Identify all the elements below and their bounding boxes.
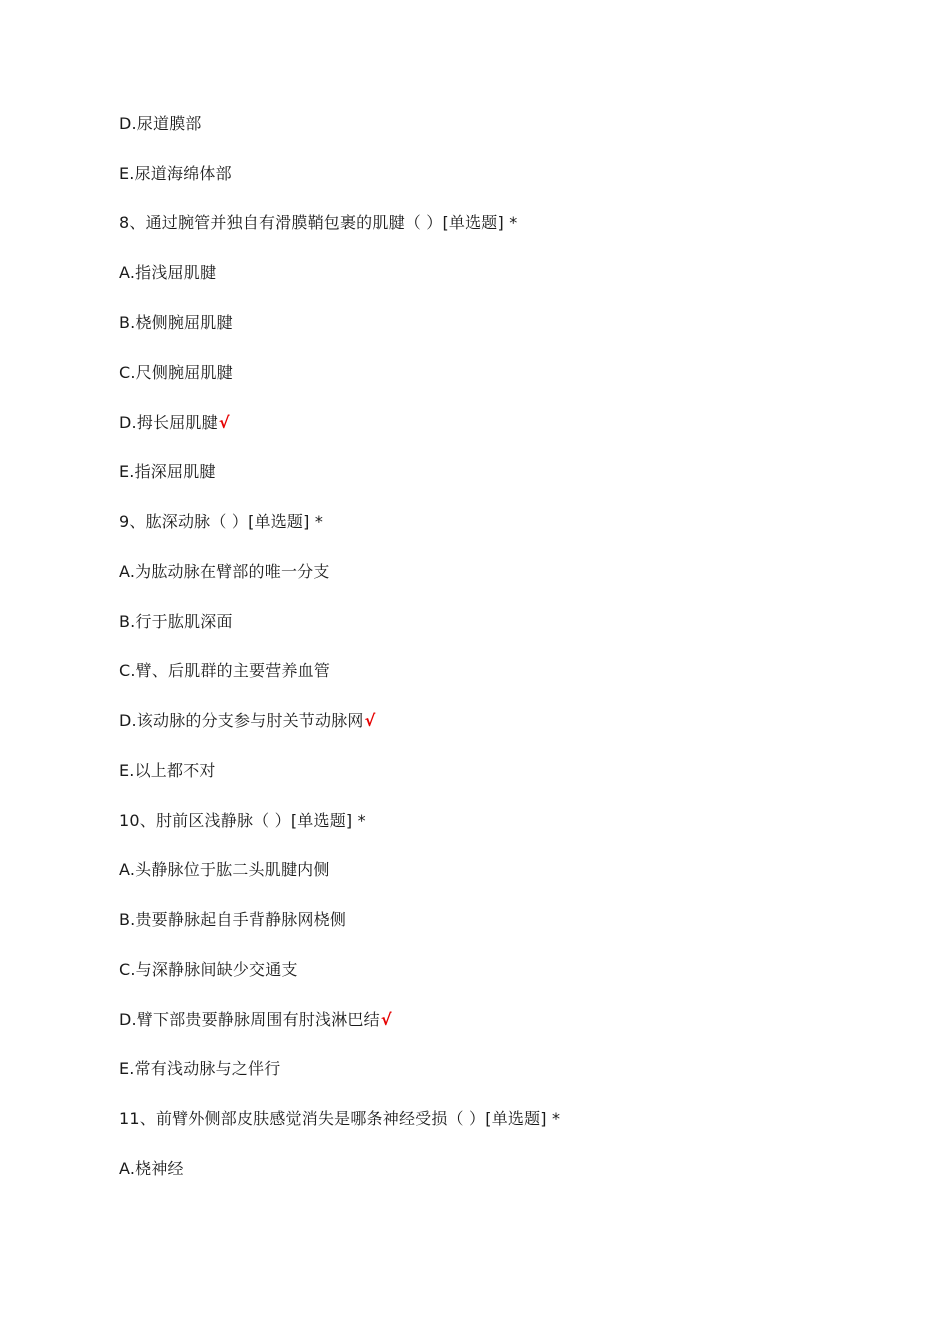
line-text: A.头静脉位于肱二头肌腱内侧 [119, 860, 330, 879]
option-a [119, 262, 216, 284]
line-text: E.以上都不对 [119, 761, 216, 780]
line-text: B.贵要静脉起自手背静脉网桡侧 [119, 910, 347, 929]
line-text: B.行于肱肌深面 [119, 612, 233, 631]
option-e [119, 163, 232, 185]
option-e [119, 1058, 280, 1080]
line-text: E.尿道海绵体部 [119, 164, 232, 183]
option-e [119, 461, 216, 483]
line-text: D.拇长屈肌腱 [119, 413, 218, 432]
question-9 [119, 511, 323, 533]
option-b [119, 611, 233, 633]
option-b [119, 312, 233, 334]
line-text: C.与深静脉间缺少交通支 [119, 960, 298, 979]
option-d [119, 710, 375, 732]
option-c [119, 362, 233, 384]
option-c [119, 660, 330, 682]
line-text: A.桡神经 [119, 1159, 184, 1178]
check-mark-icon: √ [218, 413, 230, 432]
line-text: A.为肱动脉在臂部的唯一分支 [119, 562, 330, 581]
question-11 [119, 1108, 560, 1130]
option-e [119, 760, 216, 782]
option-c [119, 959, 298, 981]
question-text: 9、肱深动脉（ ）[单选题] * [119, 512, 324, 531]
option-d [119, 1009, 392, 1031]
question-10 [119, 810, 366, 832]
line-text: D.尿道膜部 [119, 114, 202, 133]
option-a [119, 859, 330, 881]
line-text: B.桡侧腕屈肌腱 [119, 313, 233, 332]
check-mark-icon: √ [364, 711, 376, 730]
line-text: E.常有浅动脉与之伴行 [119, 1059, 281, 1078]
option-a [119, 561, 330, 583]
line-text: C.臂、后肌群的主要营养血管 [119, 661, 331, 680]
option-d [119, 113, 202, 135]
option-d [119, 412, 230, 434]
question-text: 11、前臂外侧部皮肤感觉消失是哪条神经受损（ ）[单选题] * [119, 1109, 561, 1128]
check-mark-icon: √ [380, 1010, 392, 1029]
line-text: D.该动脉的分支参与肘关节动脉网 [119, 711, 364, 730]
line-text: E.指深屈肌腱 [119, 462, 216, 481]
question-text: 8、通过腕管并独自有滑膜鞘包裹的肌腱（ ）[单选题] * [119, 213, 518, 232]
option-b [119, 909, 346, 931]
question-8 [119, 212, 517, 234]
question-text: 10、肘前区浅静脉（ ）[单选题] * [119, 811, 366, 830]
line-text: A.指浅屈肌腱 [119, 263, 217, 282]
line-text: D.臂下部贵要静脉周围有肘浅淋巴结 [119, 1010, 380, 1029]
option-a [119, 1158, 184, 1180]
line-text: C.尺侧腕屈肌腱 [119, 363, 233, 382]
